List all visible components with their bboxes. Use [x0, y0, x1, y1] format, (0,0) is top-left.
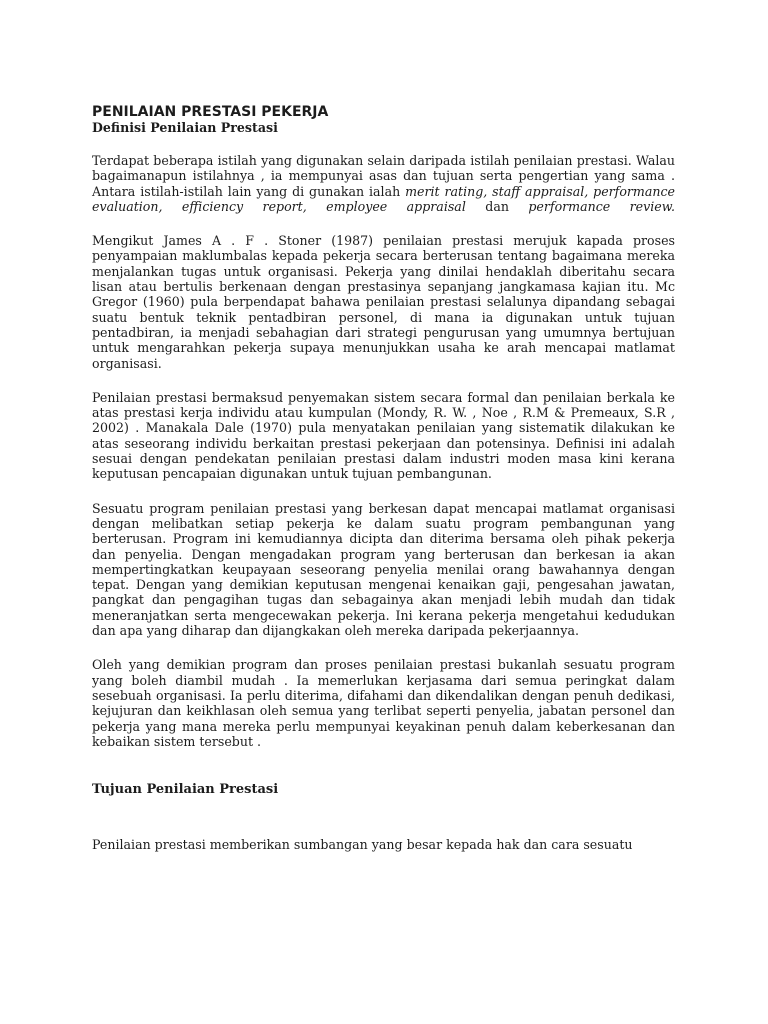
- paragraph-istilah: [92, 153, 675, 214]
- paragraph-proses: Oleh yang demikian program dan proses penilaian prestasi bukanlah sesuatu program yang boleh diambil mudah . Ia memerlukan kerjasama dari semua peringkat dalam sesebuah organisasi. Ia perlu diterima, difahami dan dikendalikan dengan penuh dedikasi, kejujuran dan keikhlasan oleh semua yang terlibat seperti penyelia, jabatan personel dan pekerja yang mana mereka perlu mempunyai keyakinan penuh dalam keberkesanan dan kebaikan sistem tersebut .: [92, 657, 675, 749]
- paragraph-text: Terdapat beberapa istilah yang digunakan selain daripada istilah penilaian prestasi. Walau bagaimanapun istilahnya , ia mempunyai asas dan tujuan serta pengertian yang sama . Antara istilah-istilah lain yang di gunakan ialah: [92, 153, 675, 199]
- paragraph-definisi: Penilaian prestasi bermaksud penyemakan sistem secara formal dan penilaian berkala ke atas prestasi kerja individu atau kumpulan (Mondy, R. W. , Noe , R.M & Premeaux, S.R , 2002) . Manakala Dale (1970) pula menyatakan penilaian yang sistematik dilakukan ke atas seseorang individu berkaitan prestasi pekerjaan dan potensinya. Definisi ini adalah sesuai dengan pendekatan penilaian prestasi dalam industri moden masa kini kerana keputusan pencapaian digunakan untuk tujuan pembangunan.: [92, 389, 675, 482]
- paragraph-stoner: Mengikut James A . F . Stoner (1987) penilaian prestasi merujuk kapada proses penyampaian maklumbalas kepada pekerja secara berterusan tentang bagaimana mereka menjalankan tugas untuk organisasi. Pekerja yang dinilai hendaklah diberitahu secara lisan atau bertulis berkenaan dengan prestasinya sepanjang jangkamasa kajian itu. Mc Gregor (1960) pula berpendapat bahawa penilaian prestasi selalunya dipandang sebagai suatu bentuk teknik pentadbiran personel, di mana ia digunakan untuk tujuan pentadbiran, ia menjadi sebahagian dari strategi pengurusan yang umumnya bertujuan untuk mengarahkan pekerja supaya menunjukkan usaha ke arah mencapai matlamat organisasi.: [92, 233, 675, 371]
- italic-terms: merit rating, staff appraisal, performance evaluation, efficiency report, employee appraisal: [92, 183, 675, 214]
- paragraph-tujuan: Penilaian prestasi memberikan sumbangan yang besar kepada hak dan cara sesuatu: [92, 837, 633, 853]
- document-title: PENILAIAN PRESTASI PEKERJA: [92, 104, 329, 120]
- paragraph-program: Sesuatu program penilaian prestasi yang berkesan dapat mencapai matlamat organisasi dengan melibatkan setiap pekerja ke dalam suatu program pembangunan yang berterusan. Program ini kemudiannya dicipta dan diterima bersama oleh pihak pekerja dan penyelia. Dengan mengadakan program yang berterusan dan berkesan ia akan mempertingkatkan keupayaan seseorang penyelia menilai orang bawahannya dengan tepat. Dengan yang demikian keputusan mengenai kenaikan gaji, pengesahan jawatan, pangkat dan pengagihan tugas dan sebagainya akan menjadi lebih mudah dan tidak meneranjatkan serta mengecewakan pekerja. Ini kerana pekerja mengetahui kedudukan dan apa yang diharap dan dijangkakan oleh mereka daripada pekerjaannya.: [92, 500, 675, 639]
- section-heading-tujuan: Tujuan Penilaian Prestasi: [92, 782, 279, 798]
- italic-terms: performance review.: [528, 198, 676, 214]
- document-page: [92, 104, 675, 853]
- document-subtitle: Definisi Penilaian Prestasi: [92, 120, 278, 135]
- paragraph-text: dan: [465, 198, 529, 214]
